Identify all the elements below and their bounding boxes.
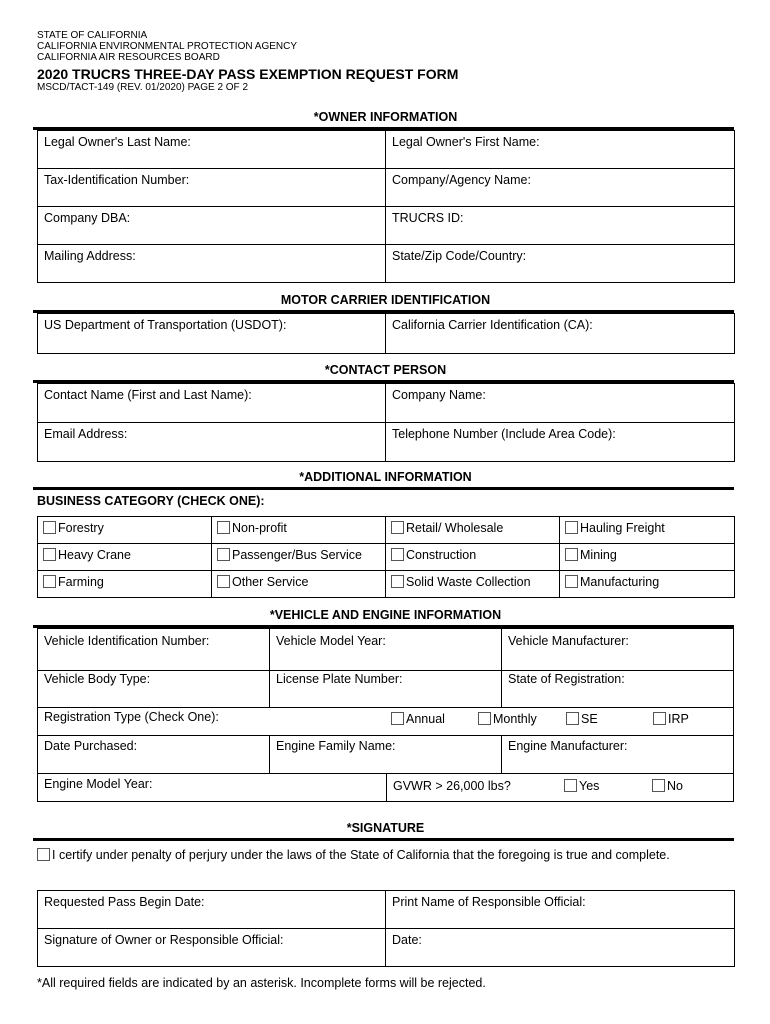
checkbox-icon[interactable] [478, 712, 491, 725]
category-label: Non-profit [232, 521, 287, 535]
category-label: Farming [58, 575, 104, 589]
checkbox-icon[interactable] [564, 779, 577, 792]
vin-label: Vehicle Identification Number: [44, 634, 210, 648]
registration-type-label: Registration Type (Check One): [44, 710, 219, 724]
form-title: 2020 TRUCRS THREE-DAY PASS EXEMPTION REQUEST FORM [37, 66, 459, 82]
category-label: Construction [406, 548, 477, 562]
checkbox-icon[interactable] [653, 712, 666, 725]
contact-name-field[interactable] [38, 384, 386, 423]
reg-option-annual[interactable]: Annual [391, 712, 445, 726]
owner-table [37, 130, 735, 283]
form-id: MSCD/TACT-149 (REV. 01/2020) PAGE 2 OF 2 [37, 82, 249, 93]
ca-carrier-label: California Carrier Identification (CA): [392, 318, 593, 332]
contact-company-field[interactable] [386, 384, 735, 423]
gvwr-option-yes[interactable]: Yes [564, 779, 599, 793]
footer-note: *All required fields are indicated by an asterisk. Incomplete forms will be rejected. [37, 976, 486, 990]
license-plate-label: License Plate Number: [276, 672, 403, 686]
signature-date-field[interactable] [386, 929, 735, 967]
reg-option-irp[interactable]: IRP [653, 712, 689, 726]
category-label: Hauling Freight [580, 521, 665, 535]
tax-id-label: Tax-Identification Number: [44, 173, 190, 187]
vehicle-section-heading: *VEHICLE AND ENGINE INFORMATION [269, 608, 502, 622]
engine-model-year-label: Engine Model Year: [44, 777, 153, 791]
agency-label: CALIFORNIA ENVIRONMENTAL PROTECTION AGENCY [37, 41, 298, 52]
carrier-section-heading: MOTOR CARRIER IDENTIFICATION [280, 293, 491, 307]
reg-option-monthly[interactable]: Monthly [478, 712, 537, 726]
vehicle-engine-box [37, 628, 734, 802]
state-zip-label: State/Zip Code/Country: [392, 249, 527, 263]
state-zip-field[interactable] [386, 245, 735, 283]
category-label: Solid Waste Collection [406, 575, 531, 589]
usdot-field[interactable] [38, 314, 386, 354]
gvwr-option-no[interactable]: No [652, 779, 683, 793]
print-name-label: Print Name of Responsible Official: [392, 895, 586, 909]
category-label: Forestry [58, 521, 104, 535]
tax-id-field[interactable] [38, 169, 386, 207]
email-field[interactable] [38, 423, 386, 462]
vehicle-body-type-label: Vehicle Body Type: [44, 672, 151, 686]
category-label: Manufacturing [580, 575, 660, 589]
category-manufacturing[interactable] [560, 571, 735, 598]
checkbox-icon[interactable] [217, 575, 230, 588]
category-label: Other Service [232, 575, 309, 589]
owner-last-name-field[interactable] [38, 131, 386, 169]
owner-first-name-label: Legal Owner's First Name: [392, 135, 540, 149]
contact-section-heading: *CONTACT PERSON [324, 363, 447, 377]
business-category-table [37, 516, 735, 598]
category-hauling-freight[interactable] [560, 517, 735, 544]
board-label: CALIFORNIA AIR RESOURCES BOARD [37, 52, 220, 63]
additional-section-heading: *ADDITIONAL INFORMATION [299, 470, 472, 484]
signature-date-label: Date: [392, 933, 422, 947]
category-non-profit[interactable] [212, 517, 386, 544]
category-other-service[interactable] [212, 571, 386, 598]
vehicle-manufacturer-label: Vehicle Manufacturer: [508, 634, 629, 648]
checkbox-icon[interactable] [391, 712, 404, 725]
company-dba-field[interactable] [38, 207, 386, 245]
section-divider [33, 487, 734, 490]
checkbox-icon[interactable] [565, 521, 578, 534]
gvwr-label: GVWR > 26,000 lbs? [393, 779, 511, 793]
category-farming[interactable] [38, 571, 212, 598]
checkbox-icon[interactable] [391, 575, 404, 588]
owner-first-name-field[interactable] [386, 131, 735, 169]
category-passenger-bus[interactable] [212, 544, 386, 571]
owner-section-heading: *OWNER INFORMATION [313, 110, 458, 124]
phone-field[interactable] [386, 423, 735, 462]
email-label: Email Address: [44, 427, 128, 441]
state-label: STATE OF CALIFORNIA [37, 30, 148, 41]
checkbox-icon[interactable] [217, 521, 230, 534]
ca-carrier-field[interactable] [386, 314, 735, 354]
owner-last-name-label: Legal Owner's Last Name: [44, 135, 191, 149]
engine-family-label: Engine Family Name: [276, 739, 396, 753]
certify-statement[interactable] [37, 846, 727, 864]
checkbox-icon[interactable] [37, 848, 50, 861]
category-label: Retail/ Wholesale [406, 521, 504, 535]
pass-begin-date-label: Requested Pass Begin Date: [44, 895, 205, 909]
checkbox-icon[interactable] [43, 575, 56, 588]
contact-table [37, 383, 735, 462]
checkbox-icon[interactable] [565, 575, 578, 588]
checkbox-icon[interactable] [652, 779, 665, 792]
checkbox-icon[interactable] [217, 548, 230, 561]
category-solid-waste[interactable] [386, 571, 560, 598]
phone-label: Telephone Number (Include Area Code): [392, 427, 616, 441]
checkbox-icon[interactable] [391, 548, 404, 561]
category-heavy-crane[interactable] [38, 544, 212, 571]
trucrs-id-label: TRUCRS ID: [392, 211, 464, 225]
contact-name-label: Contact Name (First and Last Name): [44, 388, 252, 402]
mailing-address-label: Mailing Address: [44, 249, 136, 263]
signature-section-heading: *SIGNATURE [346, 821, 425, 835]
category-label: Mining [580, 548, 617, 562]
trucrs-id-field[interactable] [386, 207, 735, 245]
mailing-address-field[interactable] [38, 245, 386, 283]
usdot-label: US Department of Transportation (USDOT): [44, 318, 287, 332]
certify-text: I certify under penalty of perjury under the laws of the State of California that the foregoing is true and complete. [52, 848, 670, 862]
date-purchased-label: Date Purchased: [44, 739, 138, 753]
company-agency-field[interactable] [386, 169, 735, 207]
category-retail-wholesale[interactable] [386, 517, 560, 544]
category-mining[interactable] [560, 544, 735, 571]
state-registration-label: State of Registration: [508, 672, 625, 686]
print-name-field[interactable] [386, 891, 735, 929]
category-label: Passenger/Bus Service [232, 548, 362, 562]
category-construction[interactable] [386, 544, 560, 571]
pass-begin-date-field[interactable] [38, 891, 386, 929]
carrier-table [37, 313, 735, 354]
checkbox-icon[interactable] [391, 521, 404, 534]
checkbox-icon[interactable] [43, 521, 56, 534]
signature-table [37, 890, 735, 967]
reg-option-se[interactable]: SE [566, 712, 598, 726]
contact-company-label: Company Name: [392, 388, 486, 402]
signature-owner-field[interactable] [38, 929, 386, 967]
category-forestry[interactable] [38, 517, 212, 544]
checkbox-icon[interactable] [566, 712, 579, 725]
company-agency-label: Company/Agency Name: [392, 173, 531, 187]
business-category-label: BUSINESS CATEGORY (CHECK ONE): [37, 494, 265, 508]
section-divider [33, 838, 734, 841]
category-label: Heavy Crane [58, 548, 131, 562]
signature-owner-label: Signature of Owner or Responsible Official: [44, 933, 284, 947]
company-dba-label: Company DBA: [44, 211, 131, 225]
checkbox-icon[interactable] [565, 548, 578, 561]
checkbox-icon[interactable] [43, 548, 56, 561]
engine-manufacturer-label: Engine Manufacturer: [508, 739, 628, 753]
vehicle-model-year-label: Vehicle Model Year: [276, 634, 386, 648]
